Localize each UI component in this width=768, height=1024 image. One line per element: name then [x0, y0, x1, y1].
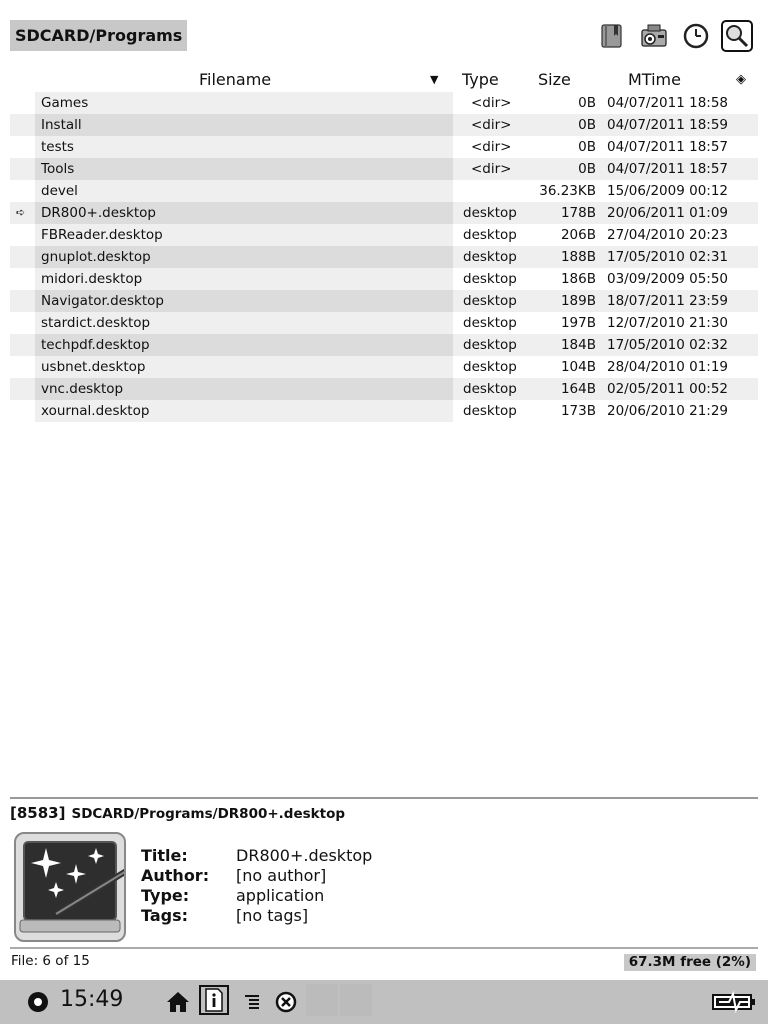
file-size: 197B: [560, 315, 596, 331]
divider: [10, 947, 758, 949]
file-name: techpdf.desktop: [41, 337, 150, 353]
file-row[interactable]: [10, 268, 758, 290]
metadata-line: [141, 866, 372, 886]
disc-icon: [27, 991, 49, 1013]
battery-indicator: [710, 980, 758, 1024]
file-name: Games: [41, 95, 89, 111]
file-type: desktop: [463, 293, 517, 309]
metadata-value: application: [236, 886, 325, 905]
free-space: 67.3M free (2%): [624, 954, 756, 971]
info-button[interactable]: [199, 985, 229, 1015]
file-mtime: 15/06/2009 00:12: [607, 183, 729, 199]
bookmark-book-icon: [598, 22, 626, 50]
file-row[interactable]: [10, 92, 758, 114]
name-cell-bg: [35, 158, 453, 180]
file-mtime: 04/07/2011 18:58: [607, 95, 729, 111]
camera-icon: [639, 21, 669, 51]
menu-button[interactable]: [24, 980, 52, 1024]
file-size: 104B: [560, 359, 596, 375]
bookmark-button[interactable]: [596, 20, 628, 52]
file-mtime: 02/05/2011 00:52: [607, 381, 729, 397]
sparkle-wand-icon: [16, 834, 124, 940]
magnifier-icon: [724, 23, 750, 49]
file-name: devel: [41, 183, 78, 199]
file-mtime: 28/04/2010 01:19: [607, 359, 729, 375]
detail-header: [10, 804, 345, 822]
file-size: 206B: [560, 227, 596, 243]
list-icon: [243, 993, 261, 1011]
metadata-line: [141, 906, 372, 926]
file-mtime: 20/06/2010 21:29: [607, 403, 729, 419]
close-button[interactable]: [272, 980, 300, 1024]
file-name: xournal.desktop: [41, 403, 150, 419]
file-type: desktop: [463, 381, 517, 397]
close-circle-icon: [275, 991, 297, 1013]
column-header-size[interactable]: Size: [538, 70, 571, 89]
file-type: desktop: [463, 271, 517, 287]
file-name: DR800+.desktop: [41, 205, 156, 221]
file-count: File: 6 of 15: [11, 953, 90, 969]
file-type: <dir>: [471, 139, 512, 155]
metadata-value: [no tags]: [236, 906, 309, 925]
name-cell-bg: [35, 136, 453, 158]
file-name: gnuplot.desktop: [41, 249, 151, 265]
file-row[interactable]: [10, 202, 758, 224]
file-row[interactable]: [10, 356, 758, 378]
file-mtime: 17/05/2010 02:31: [607, 249, 729, 265]
column-header-mtime[interactable]: MTime: [628, 70, 681, 89]
metadata-key: Title:: [141, 846, 188, 865]
divider: [10, 797, 758, 799]
file-row[interactable]: [10, 136, 758, 158]
file-mtime: 04/07/2011 18:57: [607, 139, 729, 155]
recent-button[interactable]: [680, 20, 712, 52]
toc-button[interactable]: [238, 980, 266, 1024]
file-size: 0B: [578, 117, 596, 133]
search-button[interactable]: [721, 20, 753, 52]
file-name: tests: [41, 139, 74, 155]
metadata-line: [141, 886, 372, 906]
file-type: desktop: [463, 205, 517, 221]
file-size: 188B: [560, 249, 596, 265]
metadata-value: DR800+.desktop: [236, 846, 373, 865]
home-button[interactable]: [164, 980, 192, 1024]
file-mtime: 17/05/2010 02:32: [607, 337, 729, 353]
app-thumbnail: [14, 832, 126, 942]
home-icon: [166, 991, 190, 1013]
file-row[interactable]: [10, 378, 758, 400]
clock-icon: [682, 22, 710, 50]
file-type: desktop: [463, 315, 517, 331]
file-row[interactable]: [10, 334, 758, 356]
metadata-key: Tags:: [141, 906, 189, 925]
file-name: usbnet.desktop: [41, 359, 146, 375]
file-row[interactable]: [10, 400, 758, 422]
file-size: 189B: [560, 293, 596, 309]
file-size: 184B: [560, 337, 596, 353]
file-row[interactable]: [10, 312, 758, 334]
file-mtime: 04/07/2011 18:57: [607, 161, 729, 177]
battery-charging-icon: [711, 991, 757, 1013]
file-name: Install: [41, 117, 82, 133]
file-type: <dir>: [471, 161, 512, 177]
info-icon: [203, 988, 225, 1012]
clock: 15:49: [60, 987, 124, 1012]
column-header-filename[interactable]: Filename: [199, 70, 272, 89]
file-size: 164B: [560, 381, 596, 397]
file-size: 178B: [560, 205, 596, 221]
file-name: Navigator.desktop: [41, 293, 164, 309]
camera-button[interactable]: [638, 20, 670, 52]
file-name: stardict.desktop: [41, 315, 151, 331]
name-cell-bg: [35, 92, 453, 114]
file-type: desktop: [463, 403, 517, 419]
list-header: [10, 68, 758, 92]
file-row[interactable]: [10, 180, 758, 202]
file-row[interactable]: [10, 224, 758, 246]
column-header-type[interactable]: Type: [462, 70, 499, 89]
file-row[interactable]: [10, 114, 758, 136]
file-type: desktop: [463, 249, 517, 265]
file-name: FBReader.desktop: [41, 227, 163, 243]
file-mtime: 18/07/2011 23:59: [607, 293, 729, 309]
file-mtime: 04/07/2011 18:59: [607, 117, 729, 133]
status-bar: [0, 980, 768, 1024]
empty-slot: [340, 984, 372, 1016]
file-mtime: 20/06/2011 01:09: [607, 205, 729, 221]
file-name: Tools: [41, 161, 75, 177]
file-size: 186B: [560, 271, 596, 287]
empty-slot: [306, 984, 338, 1016]
name-cell-bg: [35, 114, 453, 136]
file-type: desktop: [463, 359, 517, 375]
metadata-key: Author:: [141, 866, 210, 885]
current-arrow-icon: ➪: [16, 206, 26, 219]
file-row[interactable]: [10, 290, 758, 312]
file-type: <dir>: [471, 95, 512, 111]
file-row[interactable]: [10, 246, 758, 268]
path-title: SDCARD/Programs: [10, 20, 187, 51]
file-type: desktop: [463, 227, 517, 243]
file-size: 36.23KB: [539, 183, 596, 199]
file-type: <dir>: [471, 117, 512, 133]
sort-down-icon: ▼: [430, 73, 439, 86]
file-mtime: 12/07/2010 21:30: [607, 315, 729, 331]
file-size: 0B: [578, 139, 596, 155]
file-metadata: [141, 846, 372, 926]
metadata-value: [no author]: [236, 866, 327, 885]
file-size: 0B: [578, 161, 596, 177]
file-mtime: 03/09/2009 05:50: [607, 271, 729, 287]
file-list: [10, 92, 758, 422]
file-id: [8583]: [10, 804, 66, 822]
file-size: 173B: [560, 403, 596, 419]
file-row[interactable]: [10, 158, 758, 180]
column-toggle-icon[interactable]: ◈: [736, 72, 746, 87]
metadata-key: Type:: [141, 886, 190, 905]
name-cell-bg: [35, 180, 453, 202]
file-name: vnc.desktop: [41, 381, 124, 397]
metadata-line: [141, 846, 372, 866]
file-path: SDCARD/Programs/DR800+.desktop: [71, 806, 346, 822]
file-mtime: 27/04/2010 20:23: [607, 227, 729, 243]
file-type: desktop: [463, 337, 517, 353]
file-name: midori.desktop: [41, 271, 143, 287]
file-size: 0B: [578, 95, 596, 111]
